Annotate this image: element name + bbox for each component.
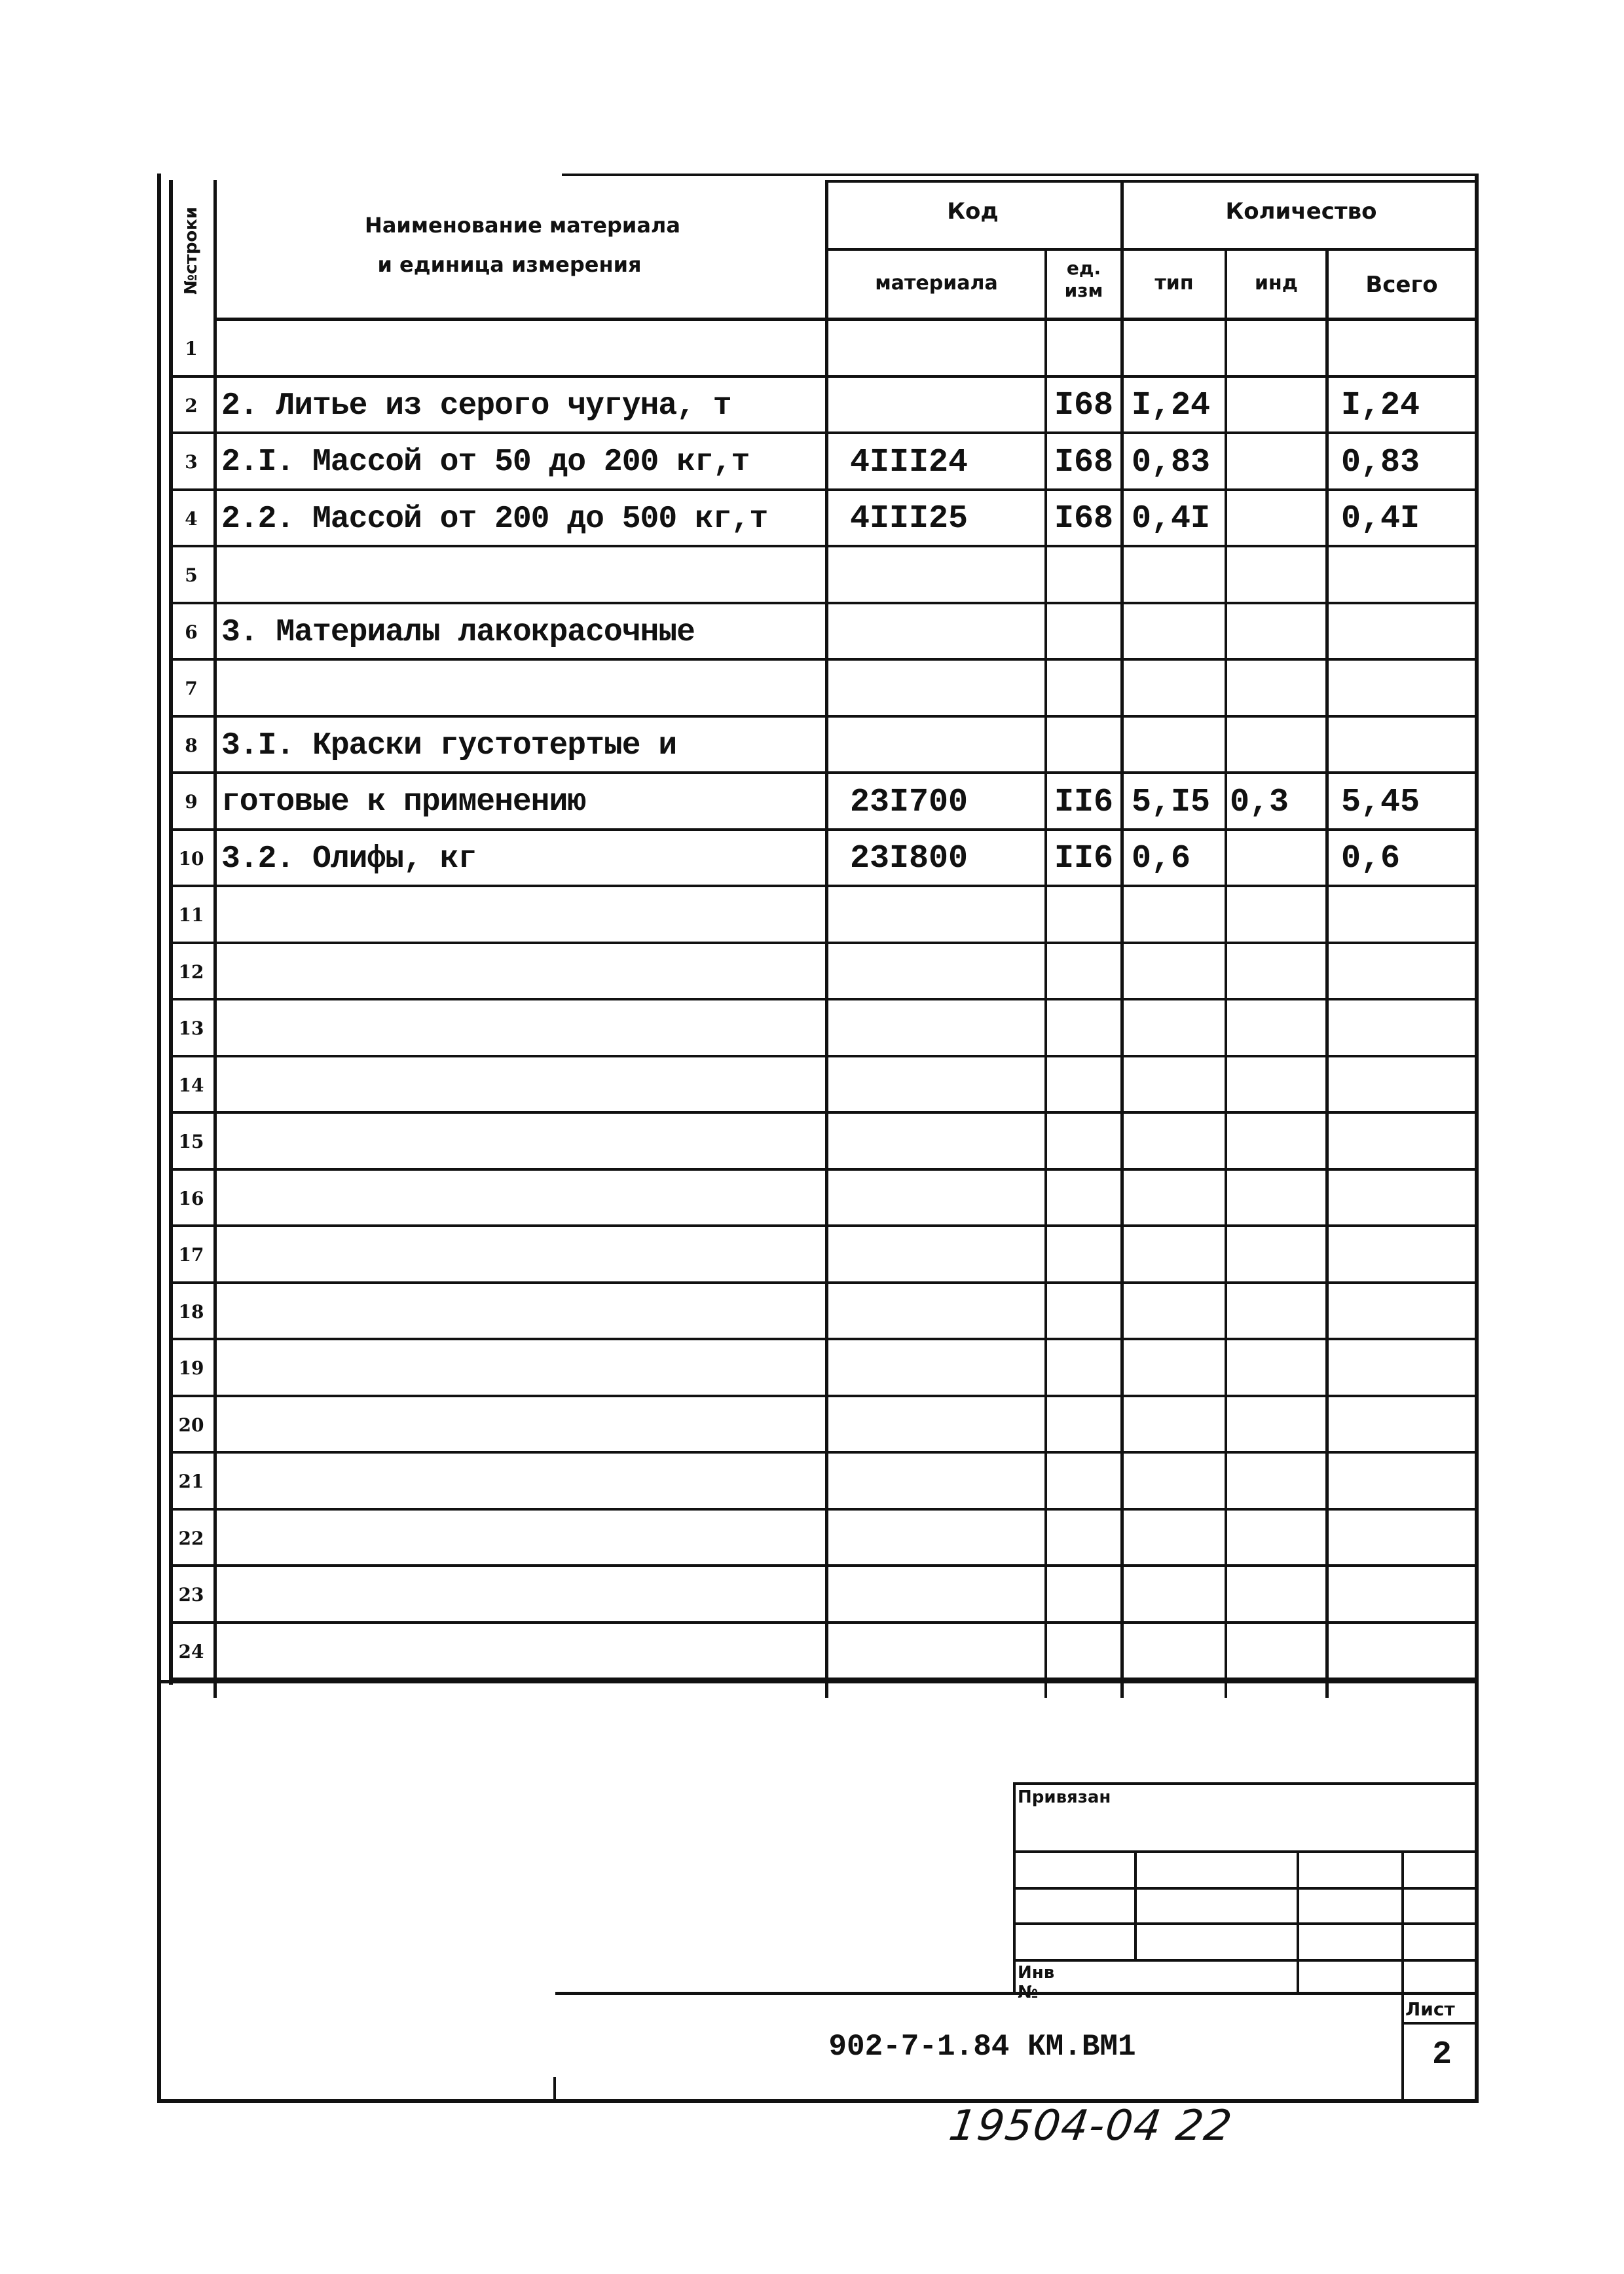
row-number: 4	[185, 507, 198, 530]
row-unit-cell	[1047, 1284, 1120, 1341]
row-unit-cell: I68	[1054, 443, 1113, 481]
row-total-cell: 0,4I	[1341, 500, 1420, 538]
frame-bottom-border	[157, 2099, 1479, 2103]
row-unit-cell: II6	[1054, 840, 1113, 878]
row-type-cell	[1132, 1511, 1225, 1568]
row-type-cell	[1132, 604, 1225, 661]
table-row	[169, 944, 1479, 1001]
row-name-cell	[221, 1000, 824, 1057]
row-total-cell	[1341, 1397, 1475, 1454]
frame-left-border	[157, 174, 161, 2102]
row-type-cell	[1132, 321, 1225, 378]
row-code-cell	[850, 1057, 1040, 1114]
row-ind-cell	[1230, 604, 1325, 661]
row-unit-cell	[1047, 661, 1120, 718]
row-type-cell	[1132, 887, 1225, 944]
row-number: 13	[178, 1018, 204, 1039]
row-code-cell	[850, 1454, 1040, 1511]
row-type-cell	[1132, 944, 1225, 1001]
row-code-cell	[850, 1397, 1040, 1454]
row-name-cell	[221, 1171, 824, 1228]
row-ind-cell	[1230, 434, 1325, 491]
row-name-cell	[221, 321, 824, 378]
row-name-cell	[221, 1511, 824, 1568]
row-total-cell: 0,6	[1341, 840, 1401, 878]
row-type-cell: 5,I5	[1132, 783, 1211, 821]
row-type-cell	[1132, 1340, 1225, 1397]
row-number: 2	[185, 394, 198, 416]
table-row	[169, 547, 1479, 604]
row-unit-cell	[1047, 1114, 1120, 1171]
row-number: 21	[178, 1471, 204, 1492]
table-row	[169, 491, 1479, 548]
row-type-cell	[1132, 1284, 1225, 1341]
row-number: 19	[178, 1357, 204, 1379]
row-total-cell	[1341, 1114, 1475, 1171]
row-total-cell: 0,83	[1341, 443, 1420, 481]
table-row	[169, 831, 1479, 888]
row-code-cell	[850, 944, 1040, 1001]
row-unit-cell	[1047, 944, 1120, 1001]
row-ind-cell	[1230, 831, 1325, 888]
row-total-cell	[1341, 1511, 1475, 1568]
row-type-cell: 0,83	[1132, 443, 1211, 481]
row-number: 5	[185, 564, 198, 586]
bottom-tick	[553, 2077, 556, 2102]
stamp-rule-4	[1013, 1959, 1479, 1962]
row-number: 17	[178, 1244, 204, 1266]
row-unit-cell	[1047, 1057, 1120, 1114]
row-total-cell	[1341, 1057, 1475, 1114]
row-code-cell	[850, 604, 1040, 661]
code-unit-header: ед. изм	[1064, 257, 1103, 301]
row-number: 23	[178, 1584, 204, 1605]
row-total-cell	[1341, 1624, 1475, 1681]
qty-total-header: Всего	[1365, 272, 1438, 298]
stamp-rule-1	[1013, 1850, 1479, 1853]
row-unit-cell: II6	[1054, 783, 1113, 821]
row-number: 9	[185, 791, 198, 813]
table-row	[169, 1340, 1479, 1397]
table-row	[169, 1171, 1479, 1228]
row-unit-cell	[1047, 1624, 1120, 1681]
handwritten-number: 19504-04 22	[946, 2102, 1236, 2150]
row-code-cell: 4III25	[850, 500, 969, 538]
table-row	[169, 378, 1479, 435]
row-type-cell: I,24	[1132, 387, 1211, 425]
row-name-cell	[221, 1567, 824, 1624]
row-code-cell	[850, 547, 1040, 604]
row-name-cell	[221, 1454, 824, 1511]
table-row	[169, 321, 1479, 378]
table-row	[169, 604, 1479, 661]
row-unit-cell	[1047, 1171, 1120, 1228]
row-type-cell	[1132, 661, 1225, 718]
document-code: 902-7-1.84 КМ.ВМ1	[828, 2030, 1136, 2064]
row-ind-cell	[1230, 1057, 1325, 1114]
linked-label: Привязан	[1018, 1788, 1111, 1807]
quantity-header: Количество	[1225, 198, 1377, 225]
row-code-cell	[850, 1284, 1040, 1341]
row-number: 12	[178, 961, 204, 983]
row-name-cell: 3. Материалы лакокрасочные	[221, 614, 695, 650]
row-ind-cell	[1230, 1000, 1325, 1057]
row-type-cell	[1132, 1171, 1225, 1228]
table-row	[169, 718, 1479, 775]
row-ind-cell	[1230, 491, 1325, 548]
row-name-cell	[221, 1227, 824, 1284]
row-name-cell	[221, 547, 824, 604]
header-top-rule	[825, 180, 1479, 183]
row-unit-cell	[1047, 1454, 1120, 1511]
row-unit-cell	[1047, 1567, 1120, 1624]
stamp-rule-3	[1013, 1922, 1479, 1925]
row-name-cell: 2. Литье из серого чугуна, т	[221, 388, 731, 424]
row-ind-cell: 0,3	[1230, 783, 1289, 821]
row-total-cell	[1341, 1284, 1475, 1341]
row-total-cell: I,24	[1341, 387, 1420, 425]
row-unit-cell	[1047, 1511, 1120, 1568]
row-number: 24	[178, 1640, 204, 1662]
stamp-divider-1	[1134, 1850, 1137, 1959]
row-code-cell	[850, 718, 1040, 775]
row-name-cell	[221, 661, 824, 718]
row-unit-cell	[1047, 1227, 1120, 1284]
stamp-divider-2	[1297, 1850, 1299, 1992]
row-number: 14	[178, 1074, 204, 1096]
frame-mid-rule	[157, 1680, 1479, 1683]
row-name-cell: 3.2. Олифы, кг	[221, 841, 477, 877]
row-type-cell	[1132, 1000, 1225, 1057]
row-number: 15	[178, 1131, 204, 1152]
row-ind-cell	[1230, 661, 1325, 718]
row-type-cell	[1132, 547, 1225, 604]
inventory-label: Инв	[1018, 1963, 1055, 1983]
header-subgroup-rule	[825, 248, 1479, 251]
row-total-cell	[1341, 547, 1475, 604]
row-total-cell	[1341, 887, 1475, 944]
table-row	[169, 1000, 1479, 1057]
row-code-cell	[850, 1511, 1040, 1568]
row-code-cell	[850, 1624, 1040, 1681]
row-unit-cell	[1047, 718, 1120, 775]
table-row	[169, 1114, 1479, 1171]
table-row	[169, 1567, 1479, 1624]
row-ind-cell	[1230, 1397, 1325, 1454]
row-number: 18	[178, 1300, 204, 1323]
qty-type-header: тип	[1154, 272, 1194, 295]
row-number: 20	[178, 1414, 204, 1436]
row-name-cell	[221, 887, 824, 944]
row-code-cell: 4III24	[850, 443, 969, 481]
row-unit-cell	[1047, 887, 1120, 944]
row-ind-cell	[1230, 378, 1325, 435]
table-row	[169, 1624, 1479, 1681]
row-code-cell	[850, 1567, 1040, 1624]
row-ind-cell	[1230, 1171, 1325, 1228]
row-name-cell	[221, 1397, 824, 1454]
row-unit-cell	[1047, 604, 1120, 661]
row-ind-cell	[1230, 547, 1325, 604]
row-number: 11	[178, 904, 204, 926]
frame-right-border	[1475, 174, 1479, 2102]
table-row	[169, 434, 1479, 491]
row-ind-cell	[1230, 1114, 1325, 1171]
row-unit-cell: I68	[1054, 500, 1113, 538]
row-code-cell	[850, 1000, 1040, 1057]
row-unit-cell: I68	[1054, 387, 1113, 425]
code-header: Код	[947, 198, 999, 225]
row-name-cell	[221, 1340, 824, 1397]
table-row	[169, 1511, 1479, 1568]
name-header-line1: Наименование материала	[365, 213, 680, 238]
row-type-cell	[1132, 1114, 1225, 1171]
row-code-cell	[850, 378, 1040, 435]
stamp-rule-2	[1013, 1887, 1479, 1890]
code-material-header: материала	[875, 272, 998, 295]
row-name-cell: 2.I. Массой от 50 до 200 кг,т	[221, 445, 750, 481]
row-type-cell: 0,4I	[1132, 500, 1211, 538]
row-name-cell	[221, 1114, 824, 1171]
row-total-cell	[1341, 661, 1475, 718]
table-row	[169, 661, 1479, 718]
sheet-number: 2	[1431, 2036, 1452, 2074]
row-number: 10	[178, 847, 204, 870]
row-number: 8	[185, 734, 198, 756]
table-row	[169, 887, 1479, 944]
row-code-cell	[850, 1114, 1040, 1171]
row-total-cell	[1341, 1340, 1475, 1397]
row-ind-cell	[1230, 1511, 1325, 1568]
row-total-cell	[1341, 944, 1475, 1001]
table-row	[169, 1454, 1479, 1511]
row-ind-cell	[1230, 1567, 1325, 1624]
row-ind-cell	[1230, 1284, 1325, 1341]
table-row	[169, 1227, 1479, 1284]
row-total-cell	[1341, 718, 1475, 775]
row-unit-cell	[1047, 1000, 1120, 1057]
name-header-line2: и единица измерения	[377, 252, 642, 277]
row-total-cell	[1341, 1000, 1475, 1057]
table-row	[169, 1397, 1479, 1454]
row-type-cell	[1132, 1397, 1225, 1454]
doc-code-top-rule	[555, 1992, 1479, 1995]
row-code-cell	[850, 1340, 1040, 1397]
row-total-cell	[1341, 604, 1475, 661]
row-type-cell	[1132, 1454, 1225, 1511]
stamp-divider-3	[1401, 1850, 1404, 2099]
sheet-label-rule	[1401, 2022, 1479, 2025]
table-row	[169, 1057, 1479, 1114]
row-type-cell	[1132, 1227, 1225, 1284]
sheet-label: Лист	[1405, 1998, 1455, 2020]
sheet-top-rule	[562, 174, 1479, 176]
row-total-cell	[1341, 1567, 1475, 1624]
qty-ind-header: инд	[1255, 272, 1298, 295]
table-row	[169, 1284, 1479, 1341]
row-type-cell	[1132, 1057, 1225, 1114]
row-total-cell	[1341, 1454, 1475, 1511]
row-type-cell	[1132, 1624, 1225, 1681]
row-number: 6	[185, 621, 198, 643]
row-unit-cell	[1047, 1397, 1120, 1454]
row-unit-cell	[1047, 1340, 1120, 1397]
row-name-cell	[221, 1624, 824, 1681]
row-number: 16	[178, 1187, 204, 1209]
row-code-cell: 23I800	[850, 840, 969, 878]
row-ind-cell	[1230, 1454, 1325, 1511]
row-total-cell	[1341, 1227, 1475, 1284]
row-total-cell	[1341, 321, 1475, 378]
row-ind-cell	[1230, 1624, 1325, 1681]
row-number-header: №строки	[181, 206, 201, 295]
row-code-cell: 23I700	[850, 783, 969, 821]
row-ind-cell	[1230, 718, 1325, 775]
row-ind-cell	[1230, 944, 1325, 1001]
row-number: 7	[185, 678, 198, 699]
row-number: 1	[185, 338, 198, 359]
row-name-cell	[221, 1284, 824, 1341]
row-ind-cell	[1230, 321, 1325, 378]
table-row	[169, 774, 1479, 831]
row-name-cell: готовые к применению	[221, 784, 586, 820]
row-name-cell	[221, 944, 824, 1001]
row-type-cell	[1132, 718, 1225, 775]
row-code-cell	[850, 1227, 1040, 1284]
row-code-cell	[850, 1171, 1040, 1228]
row-ind-cell	[1230, 887, 1325, 944]
row-name-cell: 2.2. Массой от 200 до 500 кг,т	[221, 501, 768, 537]
row-ind-cell	[1230, 1227, 1325, 1284]
row-ind-cell	[1230, 1340, 1325, 1397]
row-total-cell	[1341, 1171, 1475, 1228]
row-number: 22	[178, 1527, 204, 1549]
row-code-cell	[850, 321, 1040, 378]
row-code-cell	[850, 887, 1040, 944]
row-code-cell	[850, 661, 1040, 718]
row-number: 3	[185, 451, 198, 473]
row-name-cell: 3.I. Краски густотертые и	[221, 727, 677, 763]
materials-table	[169, 180, 1479, 1685]
row-unit-cell	[1047, 321, 1120, 378]
row-total-cell: 5,45	[1341, 783, 1420, 821]
row-type-cell	[1132, 1567, 1225, 1624]
row-name-cell	[221, 1057, 824, 1114]
stamp-top-rule	[1013, 1782, 1479, 1785]
row-unit-cell	[1047, 547, 1120, 604]
row-type-cell: 0,6	[1132, 840, 1191, 878]
